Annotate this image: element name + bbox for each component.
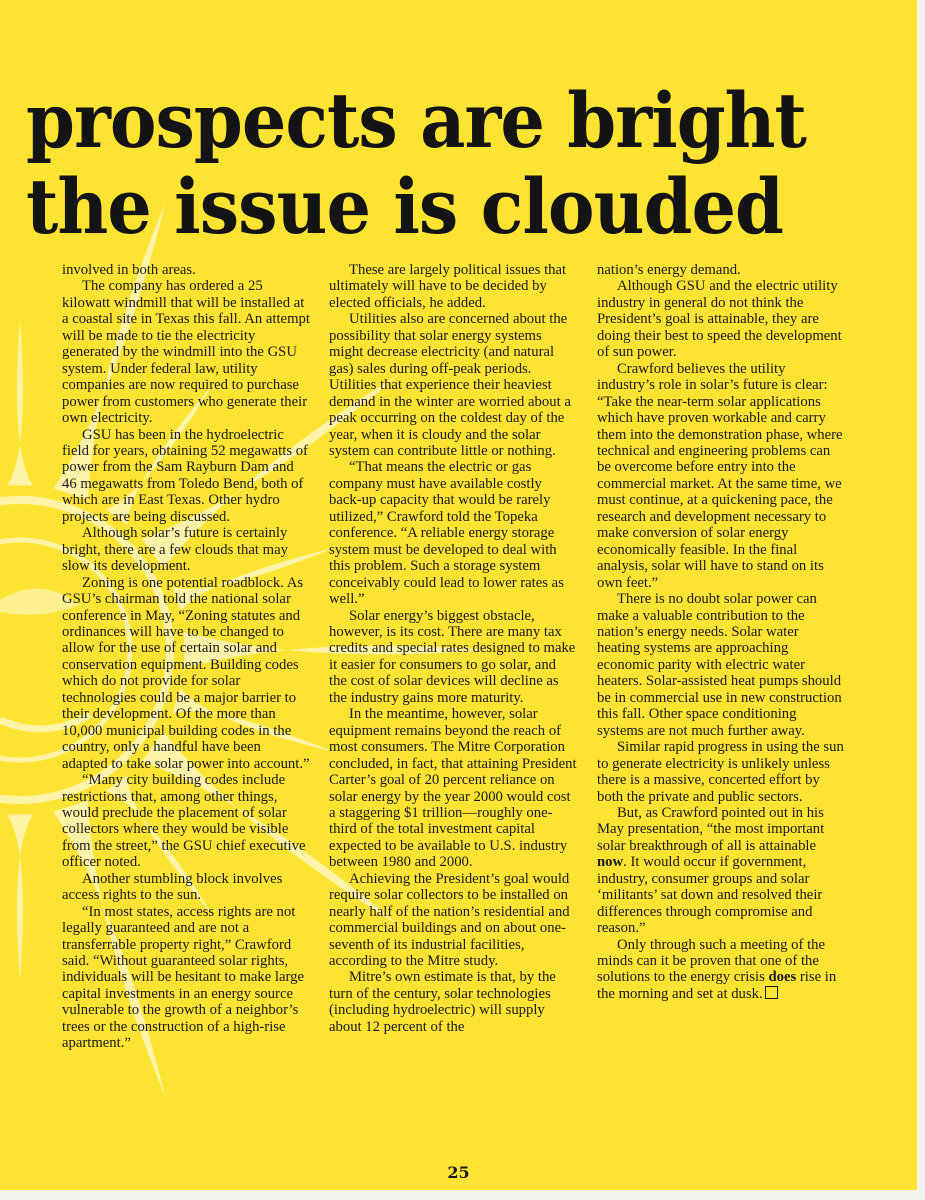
paragraph-text: Although solar’s future is certainly bright, there are a few clouds that may slow its development.	[62, 525, 288, 575]
paragraph-text: Similar rapid progress in using the sun to generate electricity is unlikely unless there is a massive, concerted effort by both the private and public sectors.	[597, 739, 844, 805]
paragraph-text: Zoning is one potential roadblock. As GSU’s chairman told the national solar conference in May, “Zoning statutes and ordinances will have to be changed to allow for the use of certain solar and conservation equipment. Building codes which do not provide for solar technologies could be a major barrier to their development. Of the more than 10,000 municipal building codes in the country, only a handful have been adapted to take solar power into account.”	[62, 574, 310, 772]
article-paragraph	[329, 262, 577, 311]
article-column-3	[597, 262, 845, 1002]
article-paragraph	[329, 311, 577, 459]
paragraph-text: GSU has been in the hydroelectric field for years, obtaining 52 megawatts of power from the Sam Rayburn Dam and 46 megawatts from Toledo Bend, both of which are in East Texas. Other hydro projects are being discussed.	[62, 426, 308, 525]
sun-ray	[7, 320, 33, 486]
headline-line-1: prospects are bright	[26, 75, 806, 166]
paragraph-text: “In most states, access rights are not legally guaranteed and are not a transferrable property right,” Crawford said. “Without guaranteed solar rights, individuals will be hesitant to make large capital investments in an energy source vulnerable to the growth of a neighbor’s trees or the construction of a high-rise apartment.”	[62, 903, 305, 1052]
paragraph-text: Crawford believes the utility industry’s role in solar’s future is clear: “Take the near-term solar applications which have proven workable and carry them into the demonstration phase, where technical and engineering problems can be overcome before entry into the commercial market. At the same time, we must continue, at a quickening pace, the research and development necessary to make conversion of solar energy economically feasible. In the final analysis, solar will have to stand on its own feet.”	[597, 360, 843, 591]
article-paragraph	[329, 608, 577, 707]
paragraph-text: Only through such a meeting of the minds can it be proven that one of the solutions to the energy crisis	[597, 936, 826, 986]
paragraph-text: Achieving the President’s goal would require solar collectors to be installed on nearly half of the nation’s residential and commercial buildings and on about one-seventh of its industrial facilities, according to the Mitre study.	[329, 870, 570, 970]
paragraph-text-continued: . It would occur if government, industry, consumer groups and solar ‘militants’ sat down and resolved their differences through compromise and reason.”	[597, 854, 823, 937]
paragraph-text: involved in both areas.	[62, 262, 196, 278]
paragraph-text: The company has ordered a 25 kilowatt windmill that will be installed at a coastal site in Texas this fall. An attempt will be made to tie the electricity generated by the windmill into the GSU system. Under federal law, utility companies are now required to purchase power from customers who generate their own electricity.	[62, 278, 310, 427]
paragraph-text: But, as Crawford pointed out in his May presentation, “the most important solar breakthrough of all is attainable	[597, 804, 825, 854]
article-paragraph	[62, 871, 310, 904]
article-paragraph	[597, 361, 845, 591]
article-paragraph	[597, 805, 845, 937]
bold-emphasis: does	[768, 969, 797, 986]
paragraph-text: “Many city building codes include restrictions that, among other things, would preclude the placement of solar collectors where they would be visible from the street,” the GSU chief executive officer noted.	[62, 772, 306, 871]
paragraph-text: Although GSU and the electric utility industry in general do not think the President’s goal is attainable, they are doing their best to speed the development of sun power.	[597, 278, 842, 361]
article-paragraph	[597, 278, 845, 360]
paragraph-text: Another stumbling block involves access rights to the sun.	[62, 870, 283, 904]
article-paragraph	[597, 937, 845, 1003]
paragraph-text: In the meantime, however, solar equipment remains beyond the reach of most consumers. The Mitre Corporation concluded, in fact, that attaining President Carter’s goal of 20 percent reliance on solar energy by the year 2000 would cost a staggering $1 trillion—roughly one-third of the total investment capital expected to be available to U.S. industry between 1980 and 2000.	[329, 706, 577, 871]
article-paragraph	[62, 904, 310, 1052]
article-paragraph	[597, 591, 845, 739]
headline-line-2: the issue is clouded	[26, 161, 783, 252]
paragraph-text: Utilities also are concerned about the possibility that solar energy systems might decrease electricity (and natural gas) sales during off-peak periods. Utilities that experience their heaviest demand in the winter are worried about a peak occurring on the coldest day of the year, when it is cloudy and the solar system can contribute little or nothing.	[329, 311, 571, 459]
article-paragraph	[329, 706, 577, 871]
article-column-2	[329, 262, 577, 1035]
headline	[26, 75, 806, 252]
paragraph-text: nation’s energy demand.	[597, 262, 741, 278]
article-paragraph	[62, 772, 310, 871]
article-column-1	[62, 262, 310, 1052]
article-paragraph	[62, 575, 310, 772]
article-paragraph	[62, 278, 310, 426]
article-paragraph	[62, 427, 310, 526]
bold-emphasis: now	[597, 854, 624, 871]
end-of-article-box-icon	[765, 986, 778, 999]
sun-ray	[7, 814, 33, 980]
article-paragraph	[329, 969, 577, 1035]
article-paragraph	[62, 525, 310, 574]
article-paragraph	[329, 459, 577, 607]
paragraph-text-continued: rise in the morning and set at dusk.	[597, 969, 837, 1002]
page-number: 25	[447, 1163, 470, 1182]
article-paragraph	[597, 262, 845, 278]
paragraph-text: “That means the electric or gas company must have available costly back-up capacity that would be rarely utilized,” Crawford told the Topeka conference. “A reliable energy storage system must be developed to deal with this problem. Such a storage system conceivably could lead to lower rates as well.”	[329, 459, 564, 608]
paragraph-text: These are largely political issues that ultimately will have to be decided by elected officials, he added.	[329, 262, 567, 311]
paragraph-text: Mitre’s own estimate is that, by the turn of the century, solar technologies (including hydroelectric) will supply about 12 percent of the	[329, 969, 556, 1035]
article-paragraph	[329, 871, 577, 970]
paragraph-text: Solar energy’s biggest obstacle, however, is its cost. There are many tax credits and special rates designed to make it easier for consumers to go solar, and the cost of solar devices will decline as the industry gains more maturity.	[329, 607, 576, 706]
article-paragraph	[597, 739, 845, 805]
paragraph-text: There is no doubt solar power can make a valuable contribution to the nation’s energy needs. Solar water heating systems are approaching economic parity with electric water heaters. Solar-assisted heat pumps should be in commercial use in new construction this fall. Other space conditioning systems are not much further away.	[597, 591, 842, 739]
article-paragraph	[62, 262, 310, 278]
